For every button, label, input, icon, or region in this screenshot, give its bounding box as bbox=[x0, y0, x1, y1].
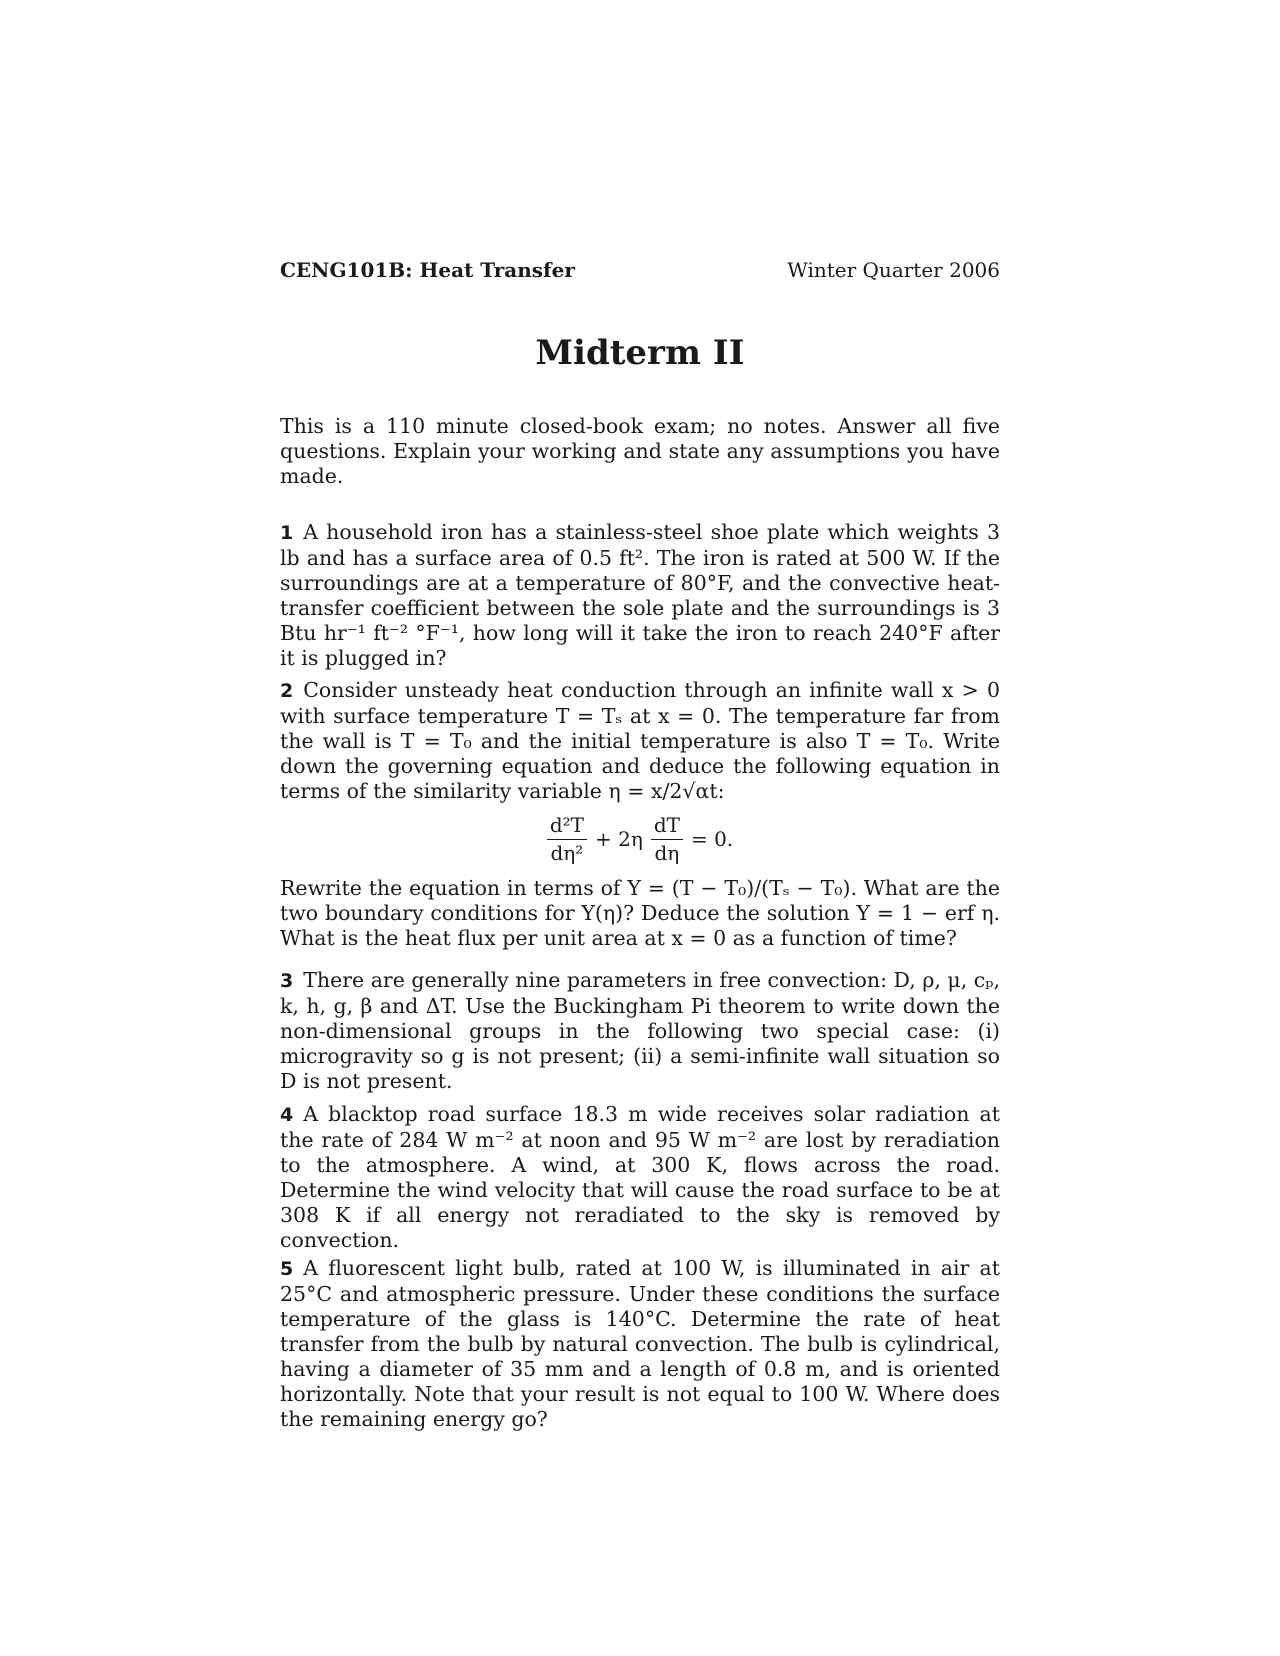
exam-title: Midterm II bbox=[535, 333, 745, 373]
question-number: 3 bbox=[280, 970, 294, 992]
question-2 bbox=[280, 678, 1000, 951]
exam-instructions: This is a 110 minute closed-book exam; no notes. Answer all five questions. Explain your working and state any assumptions you have made. bbox=[280, 414, 1000, 488]
fraction-numerator: d²T bbox=[547, 813, 587, 840]
fraction-denominator: dη² bbox=[550, 840, 584, 865]
question-4 bbox=[280, 1102, 1000, 1253]
question-text: A fluorescent light bulb, rated at 100 W, is illuminated in air at 25°C and atmospheric pressure. Under these conditions the surface temperature of the glass is 140°C. Determine the rate of heat transfer from the bulb by natural convection. The bulb is cylindrical, having a diameter of 35 mm and a length of 0.8 m, and is oriented horizontally. Note that your result is not equal to 100 W. Where does the remaining energy go? bbox=[280, 1256, 1000, 1431]
second-derivative-fraction bbox=[547, 813, 587, 866]
question-1 bbox=[280, 520, 1000, 671]
question-text: A blacktop road surface 18.3 m wide receives solar radiation at the rate of 284 W m⁻² at noon and 95 W m⁻² are lost by reradiation to the atmosphere. A wind, at 300 K, flows across the road. Determine the wind velocity that will cause the road surface to be at 308 K if all energy not reradiated to the sky is removed by convection. bbox=[280, 1102, 1000, 1252]
page-header bbox=[280, 258, 1000, 288]
question-3 bbox=[280, 968, 1000, 1094]
question-text: There are generally nine parameters in free convection: D, ρ, μ, cₚ, k, h, g, β and ΔT. Use the Buckingham Pi theorem to write down the non-dimensional groups in the following two special case: (i) microgravity so g is not present; (ii) a semi-infinite wall situation so D is not present. bbox=[280, 968, 1000, 1093]
governing-equation bbox=[280, 808, 1000, 870]
fraction-numerator: dT bbox=[651, 813, 683, 840]
question-text: A household iron has a stainless-steel shoe plate which weights 3 lb and has a surface area of 0.5 ft². The iron is rated at 500 W. If the surroundings are at a temperature of 80°F, and the convective heat-transfer coefficient between the sole plate and the surroundings is 3 Btu hr⁻¹ ft⁻² °F⁻¹, how long will it take the iron to reach 240°F after it is plugged in? bbox=[280, 520, 1000, 670]
equation-rhs: = 0. bbox=[690, 826, 734, 851]
course-title: CENG101B: Heat Transfer bbox=[280, 258, 575, 282]
question-text-after-equation: Rewrite the equation in terms of Y = (T − T₀)/(Tₛ − T₀). What are the two boundary conditions for Y(η)? Deduce the solution Y = 1 − erf η. What is the heat flux per unit area at x = 0 as a function of time? bbox=[280, 876, 1000, 950]
question-number: 4 bbox=[280, 1104, 294, 1126]
fraction-denominator: dη bbox=[654, 840, 680, 865]
equation-plus-term: + 2η bbox=[594, 826, 643, 851]
term-label: Winter Quarter 2006 bbox=[787, 258, 1000, 282]
first-derivative-fraction bbox=[651, 813, 683, 866]
question-number: 5 bbox=[280, 1258, 294, 1280]
question-number: 2 bbox=[280, 680, 294, 702]
question-5 bbox=[280, 1256, 1000, 1432]
question-text-before-equation: Consider unsteady heat conduction through an infinite wall x > 0 with surface temperature T = Tₛ at x = 0. The temperature far from the wall is T = T₀ and the initial temperature is also T = T₀. Write down the governing equation and deduce the following equation in terms of the similarity variable η = x/2√αt: bbox=[280, 678, 1000, 803]
question-number: 1 bbox=[280, 522, 294, 544]
